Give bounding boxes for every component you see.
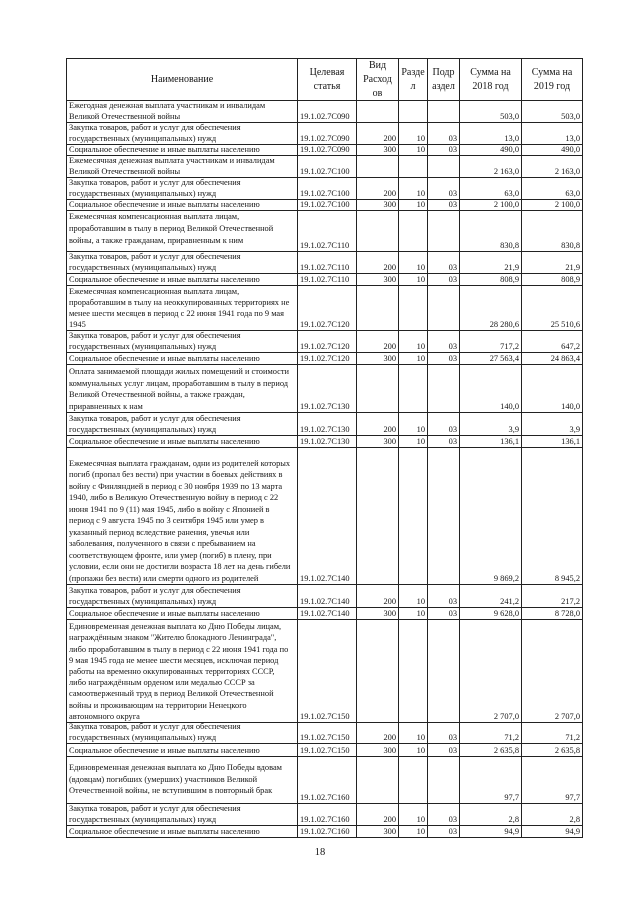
table-row (67, 252, 583, 274)
section-cell: 10 (399, 804, 428, 826)
target-article-cell: 19.1.02.7С090 (298, 101, 357, 123)
subsection-cell (428, 365, 460, 413)
amount-2018-cell: 28 280,6 (460, 286, 522, 331)
amount-2019-cell: 97,7 (522, 757, 583, 804)
expense-type-cell (357, 156, 399, 178)
section-cell: 10 (399, 274, 428, 286)
expense-type-cell: 200 (357, 804, 399, 826)
subsection-cell: 03 (428, 178, 460, 200)
subsection-cell: 03 (428, 744, 460, 757)
amount-2018-cell: 21,9 (460, 252, 522, 274)
target-article-cell: 19.1.02.7С150 (298, 744, 357, 757)
subsection-cell: 03 (428, 331, 460, 353)
table-row (67, 365, 583, 413)
expense-type-cell: 300 (357, 353, 399, 365)
item-name-cell: Социальное обеспечение и иные выплаты населению (67, 608, 298, 620)
section-cell: 10 (399, 178, 428, 200)
table-row (67, 331, 583, 353)
item-name-cell: Социальное обеспечение и иные выплаты населению (67, 200, 298, 211)
section-cell: 10 (399, 145, 428, 156)
target-article-cell: 19.1.02.7С140 (298, 585, 357, 608)
item-name-cell: Ежемесячная компенсационная выплата лицам, проработавшим в тылу на неоккупированных территориях не менее шести месяцев в период с 22 июня 1941 года по 9 мая 1945 (67, 286, 298, 331)
subsection-cell: 03 (428, 826, 460, 838)
section-cell: 10 (399, 608, 428, 620)
table-row (67, 620, 583, 723)
column-header-name: Наименование (67, 59, 298, 101)
amount-2019-cell: 13,0 (522, 123, 583, 145)
expense-type-cell (357, 211, 399, 252)
subsection-cell: 03 (428, 413, 460, 436)
item-name-cell: Закупка товаров, работ и услуг для обеспечения государственных (муниципальных) нужд (67, 413, 298, 436)
section-cell (399, 101, 428, 123)
section-cell: 10 (399, 331, 428, 353)
expense-type-cell: 200 (357, 178, 399, 200)
subsection-cell: 03 (428, 123, 460, 145)
amount-2019-cell: 2 635,8 (522, 744, 583, 757)
table-body (67, 101, 583, 838)
item-name-cell: Закупка товаров, работ и услуг для обеспечения государственных (муниципальных) нужд (67, 178, 298, 200)
item-name-cell: Закупка товаров, работ и услуг для обеспечения государственных (муниципальных) нужд (67, 123, 298, 145)
expense-type-cell (357, 757, 399, 804)
section-cell: 10 (399, 826, 428, 838)
section-cell (399, 448, 428, 585)
item-name-cell: Ежегодная денежная выплата участникам и инвалидам Великой Отечественной войны (67, 101, 298, 123)
table-row (67, 274, 583, 286)
table-row (67, 156, 583, 178)
amount-2019-cell: 217,2 (522, 585, 583, 608)
expense-type-cell: 300 (357, 436, 399, 448)
table-row (67, 826, 583, 838)
amount-2018-cell: 63,0 (460, 178, 522, 200)
target-article-cell: 19.1.02.7С100 (298, 200, 357, 211)
target-article-cell: 19.1.02.7С100 (298, 178, 357, 200)
item-name-cell: Закупка товаров, работ и услуг для обеспечения государственных (муниципальных) нужд (67, 723, 298, 744)
target-article-cell: 19.1.02.7С130 (298, 365, 357, 413)
target-article-cell: 19.1.02.7С100 (298, 156, 357, 178)
subsection-cell (428, 620, 460, 723)
expense-type-cell: 200 (357, 252, 399, 274)
expense-type-cell: 200 (357, 123, 399, 145)
section-cell (399, 757, 428, 804)
item-name-cell: Закупка товаров, работ и услуг для обеспечения государственных (муниципальных) нужд (67, 585, 298, 608)
expense-type-cell: 200 (357, 413, 399, 436)
expense-type-cell: 200 (357, 331, 399, 353)
amount-2018-cell: 2 635,8 (460, 744, 522, 757)
amount-2019-cell: 8 945,2 (522, 448, 583, 585)
section-cell: 10 (399, 436, 428, 448)
item-name-cell: Ежемесячная компенсационная выплата лицам, проработавшим в тылу в период Великой Отечественной войны, а также гражданам, приравненным к ним (67, 211, 298, 252)
amount-2018-cell: 808,9 (460, 274, 522, 286)
amount-2019-cell: 21,9 (522, 252, 583, 274)
section-cell (399, 620, 428, 723)
table-row (67, 413, 583, 436)
amount-2019-cell: 830,8 (522, 211, 583, 252)
amount-2018-cell: 27 563,4 (460, 353, 522, 365)
expense-type-cell: 300 (357, 200, 399, 211)
target-article-cell: 19.1.02.7С130 (298, 413, 357, 436)
amount-2018-cell: 136,1 (460, 436, 522, 448)
amount-2018-cell: 13,0 (460, 123, 522, 145)
table-row (67, 757, 583, 804)
target-article-cell: 19.1.02.7С150 (298, 723, 357, 744)
amount-2018-cell: 717,2 (460, 331, 522, 353)
item-name-cell: Социальное обеспечение и иные выплаты населению (67, 274, 298, 286)
table-header (67, 59, 583, 101)
item-name-cell: Оплата занимаемой площади жилых помещений и стоимости коммунальных услуг лицам, проработавшим в тылу в период Великой Отечественной войны, а также граждан, приравненных к нам (67, 365, 298, 413)
section-cell: 10 (399, 200, 428, 211)
subsection-cell (428, 286, 460, 331)
target-article-cell: 19.1.02.7С160 (298, 804, 357, 826)
section-cell: 10 (399, 353, 428, 365)
table-row (67, 353, 583, 365)
amount-2018-cell: 9 869,2 (460, 448, 522, 585)
amount-2019-cell: 94,9 (522, 826, 583, 838)
target-article-cell: 19.1.02.7С140 (298, 448, 357, 585)
item-name-cell: Социальное обеспечение и иные выплаты населению (67, 353, 298, 365)
target-article-cell: 19.1.02.7С090 (298, 145, 357, 156)
column-header-amount-2019: Сумма на 2019 год (522, 59, 583, 101)
section-cell: 10 (399, 744, 428, 757)
expense-type-cell (357, 448, 399, 585)
subsection-cell: 03 (428, 436, 460, 448)
subsection-cell: 03 (428, 608, 460, 620)
target-article-cell: 19.1.02.7С110 (298, 211, 357, 252)
amount-2018-cell: 97,7 (460, 757, 522, 804)
expense-type-cell (357, 101, 399, 123)
target-article-cell: 19.1.02.7С120 (298, 286, 357, 331)
amount-2018-cell: 2,8 (460, 804, 522, 826)
target-article-cell: 19.1.02.7С130 (298, 436, 357, 448)
amount-2018-cell: 490,0 (460, 145, 522, 156)
subsection-cell (428, 211, 460, 252)
amount-2019-cell: 490,0 (522, 145, 583, 156)
subsection-cell: 03 (428, 353, 460, 365)
subsection-cell: 03 (428, 200, 460, 211)
expense-type-cell (357, 286, 399, 331)
subsection-cell: 03 (428, 723, 460, 744)
expense-type-cell: 300 (357, 826, 399, 838)
target-article-cell: 19.1.02.7С150 (298, 620, 357, 723)
table-row (67, 448, 583, 585)
amount-2019-cell: 2 707,0 (522, 620, 583, 723)
table-row (67, 123, 583, 145)
section-cell (399, 156, 428, 178)
item-name-cell: Ежемесячная денежная выплата участникам и инвалидам Великой Отечественной войны (67, 156, 298, 178)
item-name-cell: Закупка товаров, работ и услуг для обеспечения государственных (муниципальных) нужд (67, 804, 298, 826)
section-cell: 10 (399, 123, 428, 145)
target-article-cell: 19.1.02.7С090 (298, 123, 357, 145)
table-row (67, 286, 583, 331)
amount-2019-cell: 136,1 (522, 436, 583, 448)
amount-2019-cell: 647,2 (522, 331, 583, 353)
amount-2019-cell: 2 100,0 (522, 200, 583, 211)
page-number: 18 (314, 847, 326, 858)
amount-2019-cell: 25 510,6 (522, 286, 583, 331)
amount-2018-cell: 94,9 (460, 826, 522, 838)
amount-2018-cell: 9 628,0 (460, 608, 522, 620)
table-row (67, 101, 583, 123)
item-name-cell: Закупка товаров, работ и услуг для обеспечения государственных (муниципальных) нужд (67, 331, 298, 353)
target-article-cell: 19.1.02.7С110 (298, 274, 357, 286)
table-row (67, 145, 583, 156)
table-row (67, 744, 583, 757)
amount-2019-cell: 63,0 (522, 178, 583, 200)
amount-2018-cell: 71,2 (460, 723, 522, 744)
expense-type-cell (357, 365, 399, 413)
target-article-cell: 19.1.02.7С110 (298, 252, 357, 274)
subsection-cell (428, 156, 460, 178)
target-article-cell: 19.1.02.7С120 (298, 353, 357, 365)
amount-2018-cell: 140,0 (460, 365, 522, 413)
subsection-cell (428, 757, 460, 804)
column-header-amount-2018: Сумма на 2018 год (460, 59, 522, 101)
expense-type-cell: 300 (357, 608, 399, 620)
table-row (67, 723, 583, 744)
table-row (67, 585, 583, 608)
section-cell (399, 286, 428, 331)
expense-type-cell: 300 (357, 274, 399, 286)
budget-table (66, 58, 583, 838)
table-row (67, 436, 583, 448)
amount-2019-cell: 808,9 (522, 274, 583, 286)
column-header-expense-type: Вид Расход ов (357, 59, 399, 101)
section-cell (399, 211, 428, 252)
item-name-cell: Закупка товаров, работ и услуг для обеспечения государственных (муниципальных) нужд (67, 252, 298, 274)
amount-2018-cell: 503,0 (460, 101, 522, 123)
amount-2018-cell: 2 163,0 (460, 156, 522, 178)
table-row (67, 608, 583, 620)
expense-type-cell: 300 (357, 145, 399, 156)
subsection-cell: 03 (428, 252, 460, 274)
item-name-cell: Единовременная денежная выплата ко Дню Победы лицам, награждённым знаком "Жителю блокадного Ленинграда", либо проработавшим в тылу в период с 22 июня 1941 года по 9 мая 1945 года не менее шести месяцев, исключая период работы на временно оккупированных территориях СССР, либо награждённым орденом или медалью СССР за самоотверженный труд в период Великой Отечественной войны и проживающим на территории Ненецкого автономного округа (67, 620, 298, 723)
amount-2019-cell: 2,8 (522, 804, 583, 826)
subsection-cell: 03 (428, 145, 460, 156)
amount-2019-cell: 24 863,4 (522, 353, 583, 365)
table-row (67, 211, 583, 252)
section-cell (399, 365, 428, 413)
column-header-subsection: Подр аздел (428, 59, 460, 101)
target-article-cell: 19.1.02.7С160 (298, 826, 357, 838)
subsection-cell: 03 (428, 585, 460, 608)
target-article-cell: 19.1.02.7С120 (298, 331, 357, 353)
amount-2019-cell: 503,0 (522, 101, 583, 123)
table-row (67, 804, 583, 826)
item-name-cell: Социальное обеспечение и иные выплаты населению (67, 436, 298, 448)
amount-2019-cell: 3,9 (522, 413, 583, 436)
amount-2019-cell: 8 728,0 (522, 608, 583, 620)
amount-2018-cell: 3,9 (460, 413, 522, 436)
amount-2018-cell: 830,8 (460, 211, 522, 252)
item-name-cell: Социальное обеспечение и иные выплаты населению (67, 826, 298, 838)
expense-type-cell (357, 620, 399, 723)
section-cell: 10 (399, 585, 428, 608)
column-header-section: Разде л (399, 59, 428, 101)
item-name-cell: Ежемесячная выплата гражданам, одни из родителей которых погиб (пропал без вести) при участии в боевых действиях в войну с Финляндией в период с 30 ноября 1939 по 13 марта 1940, либо в Великую Отечественную войну в период с 22 июня 1941 по 9 (11) мая 1945, либо в войну с Японией в период с 9 августа 1945 по 3 сентября 1945 или умер в указанный период вследствие ранения, увечья или заболевания, полученного в связи с пребыванием на соответствующем фронте, или умер (погиб) в плену, при условии, если они не достигли возраста 18 лет на день гибели (пропажи без вести) или смерти одного из родителей (67, 448, 298, 585)
amount-2019-cell: 71,2 (522, 723, 583, 744)
section-cell: 10 (399, 723, 428, 744)
amount-2019-cell: 140,0 (522, 365, 583, 413)
item-name-cell: Социальное обеспечение и иные выплаты населению (67, 145, 298, 156)
item-name-cell: Социальное обеспечение и иные выплаты населению (67, 744, 298, 757)
section-cell: 10 (399, 413, 428, 436)
subsection-cell (428, 101, 460, 123)
expense-type-cell: 300 (357, 744, 399, 757)
subsection-cell (428, 448, 460, 585)
table-row (67, 178, 583, 200)
amount-2018-cell: 241,2 (460, 585, 522, 608)
section-cell: 10 (399, 252, 428, 274)
target-article-cell: 19.1.02.7С140 (298, 608, 357, 620)
subsection-cell: 03 (428, 804, 460, 826)
expense-type-cell: 200 (357, 585, 399, 608)
amount-2018-cell: 2 100,0 (460, 200, 522, 211)
amount-2019-cell: 2 163,0 (522, 156, 583, 178)
subsection-cell: 03 (428, 274, 460, 286)
item-name-cell: Единовременная денежная выплата ко Дню Победы вдовам (вдовцам) погибших (умерших) участников Великой Отечественной войны, не вступившим в повторный брак (67, 757, 298, 804)
table-row (67, 200, 583, 211)
column-header-target-article: Целевая статья (298, 59, 357, 101)
expense-type-cell: 200 (357, 723, 399, 744)
amount-2018-cell: 2 707,0 (460, 620, 522, 723)
target-article-cell: 19.1.02.7С160 (298, 757, 357, 804)
